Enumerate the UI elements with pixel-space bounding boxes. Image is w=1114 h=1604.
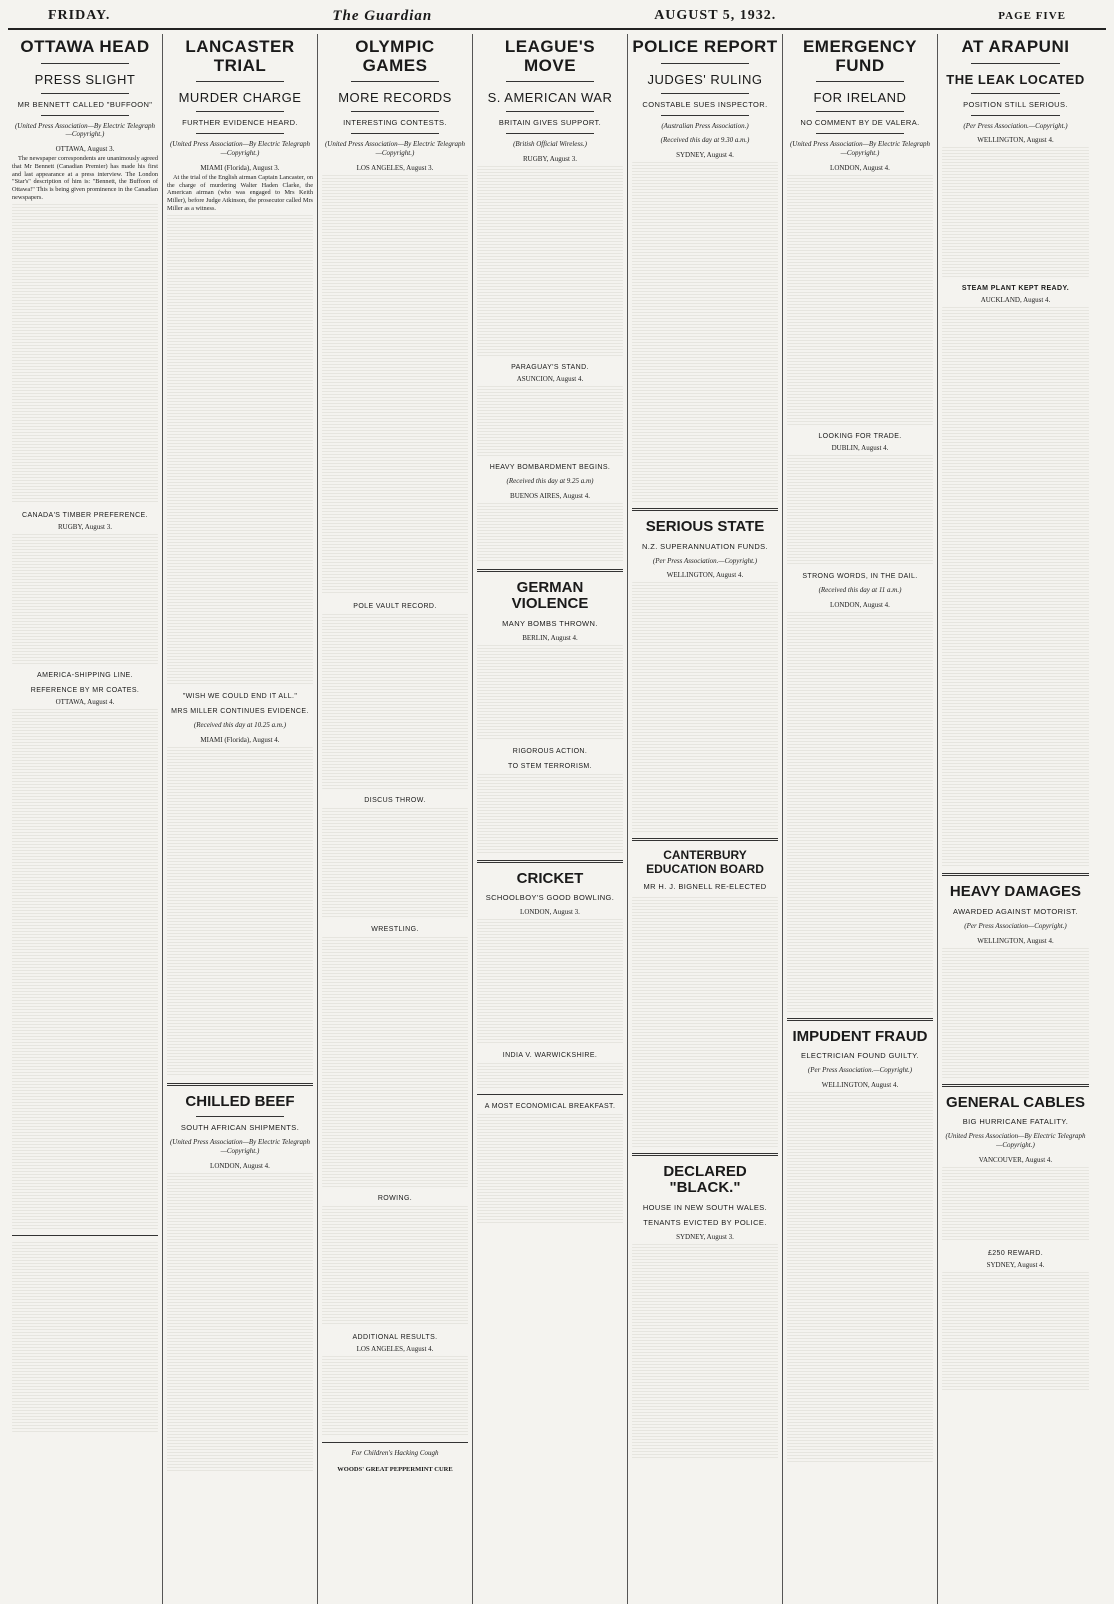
article-text-block (167, 215, 313, 685)
divider (196, 1116, 284, 1117)
divider (41, 93, 129, 94)
divider (971, 63, 1059, 64)
deck: BIG HURRICANE FATALITY. (962, 1117, 1069, 1127)
divider (632, 1153, 778, 1156)
notice-text-block (12, 1242, 158, 1432)
article-text-block (477, 166, 623, 356)
dateline: WELLINGTON, August 4. (666, 571, 744, 580)
block-headline: HEAVY DAMAGES (949, 883, 1082, 901)
divider (506, 81, 594, 82)
article-text-block (322, 175, 468, 595)
deck: CONSTABLE SUES INSPECTOR. (642, 99, 768, 109)
dateline: LONDON, August 3. (520, 908, 580, 917)
divider (351, 111, 439, 112)
divider (506, 133, 594, 134)
article-lead: At the trial of the English airman Captain Lancaster, on the charge of murdering Walter Haden Clarke, the American airman (who was engaged to Mrs Keith Miller), before Judge Atkinson, the prosecutor called Mrs Miller as a witness. (167, 173, 313, 212)
column-police (628, 34, 783, 1604)
section-heading: STEAM PLANT KEPT READY. (961, 285, 1070, 293)
article-text-block (322, 937, 468, 1187)
wire-credit: (United Press Association—By Electric Telegraph—Copyright.) (14, 121, 156, 139)
article-lead: The newspaper correspondents are unanimously agreed that Mr Bennett (Canadian Premier) has made his first and last appearance at a press interview. The London "Star's" description of him is: "Bennett, the Buffoon of Ottawa!" This is being given prominence in the Canadian newspapers. (12, 155, 158, 201)
deck: N.Z. SUPERANNUATION FUNDS. (641, 541, 769, 551)
dateline: OTTAWA, August 3. (55, 145, 115, 154)
deck: HOUSE IN NEW SOUTH WALES. (642, 1202, 768, 1212)
received-note: (Received this day at 9.25 a.m) (506, 477, 594, 486)
column-arapuni (938, 34, 1093, 1604)
masthead-page-number: PAGE FIVE (998, 10, 1066, 22)
article-text-block (787, 175, 933, 425)
section-heading: MRS MILLER CONTINUES EVIDENCE. (171, 708, 309, 716)
divider (477, 860, 623, 863)
article-text-block (477, 1063, 623, 1088)
wire-credit: (Per Press Association.—Copyright.) (652, 556, 758, 565)
dateline: LONDON, August 4. (830, 600, 890, 609)
subheadline: THE LEAK LOCATED (946, 71, 1085, 87)
divider (661, 115, 749, 116)
masthead (8, 6, 1106, 30)
wire-credit: (Per Press Association.—Copyright.) (807, 1066, 913, 1075)
section-heading: ROWING. (377, 1194, 413, 1202)
wire-credit: (United Press Association—By Electric Telegraph—Copyright.) (324, 140, 466, 158)
headline: LANCASTER TRIAL (185, 37, 295, 75)
dateline: SYDNEY, August 4. (986, 1260, 1045, 1269)
dateline: ASUNCION, August 4. (516, 375, 584, 384)
divider (971, 115, 1059, 116)
article-text-block (787, 1092, 933, 1462)
article-text-block (942, 1272, 1089, 1392)
article-text-block (322, 808, 468, 918)
divider (351, 133, 439, 134)
deck: SCHOOLBOY'S GOOD BOWLING. (485, 893, 615, 903)
divider (942, 873, 1089, 876)
article-text-block (12, 709, 158, 1229)
divider (942, 1084, 1089, 1087)
divider (787, 1018, 933, 1021)
section-heading: STRONG WORDS, IN THE DAIL. (802, 572, 918, 580)
divider (816, 81, 904, 82)
dateline: LONDON, August 4. (830, 163, 890, 172)
headline: EMERGENCY FUND (802, 37, 918, 75)
section-heading: POLE VAULT RECORD. (353, 602, 437, 610)
section-heading: INDIA V. WARWICKSHIRE. (502, 1052, 598, 1060)
dateline: AUCKLAND, August 4. (980, 296, 1051, 305)
section-heading: REFERENCE BY MR COATES. (30, 687, 140, 695)
wire-credit: (United Press Association—By Electric Telegraph—Copyright.) (945, 1132, 1086, 1149)
divider (661, 63, 749, 64)
divider (196, 133, 284, 134)
received-note: (Received this day at 11 a.m.) (818, 585, 902, 594)
block-headline: CRICKET (516, 869, 584, 887)
divider (477, 1094, 623, 1095)
headline: LEAGUE'S MOVE (504, 37, 596, 75)
block-headline: CHILLED BEEF (185, 1092, 295, 1110)
deck: FURTHER EVIDENCE HEARD. (182, 118, 298, 128)
subheadline: S. AMERICAN WAR (487, 90, 613, 106)
dateline: DUBLIN, August 4. (831, 443, 889, 452)
block-headline: DECLARED "BLACK." (663, 1162, 747, 1197)
divider (12, 1235, 158, 1236)
subheadline: JUDGES' RULING (647, 71, 763, 87)
divider (632, 508, 778, 511)
section-heading: £250 REWARD. (987, 1249, 1044, 1257)
block-headline: IMPUDENT FRAUD (792, 1027, 928, 1045)
divider (41, 63, 129, 64)
dateline: BERLIN, August 4. (522, 633, 578, 642)
column-ottawa (8, 34, 163, 1604)
section-heading: DISCUS THROW. (364, 796, 426, 804)
divider (196, 81, 284, 82)
dateline: LOS ANGELES, August 4. (356, 1344, 434, 1353)
deck: AWARDED AGAINST MOTORIST. (952, 906, 1079, 916)
column-lancaster (163, 34, 318, 1604)
column-league (473, 34, 628, 1604)
divider (322, 1442, 468, 1443)
section-heading: AMERICA-SHIPPING LINE. (37, 672, 133, 680)
dateline: LONDON, August 4. (210, 1161, 270, 1170)
section-heading: PARAGUAY'S STAND. (511, 364, 589, 372)
subheadline: PRESS SLIGHT (34, 71, 136, 87)
block-headline: SERIOUS STATE (645, 518, 765, 536)
article-text-block (322, 1356, 468, 1436)
article-text-block (12, 534, 158, 664)
wire-credit: (United Press Association—By Electric Telegraph—Copyright.) (789, 140, 931, 158)
masthead-day: FRIDAY. (48, 8, 111, 23)
section-heading: TO STEM TERRORISM. (508, 762, 592, 770)
deck: SOUTH AFRICAN SHIPMENTS. (180, 1123, 300, 1133)
section-heading: RIGOROUS ACTION. (512, 747, 588, 755)
article-text-block (322, 1206, 468, 1326)
headline: OLYMPIC GAMES (355, 37, 435, 75)
divider (477, 569, 623, 572)
advert-text-block (477, 1114, 623, 1224)
article-text-block (477, 645, 623, 740)
subheadline: MURDER CHARGE (178, 90, 302, 106)
wire-credit: (Per Press Association—Copyright.) (964, 921, 1067, 930)
deck: INTERESTING CONTESTS. (343, 118, 447, 128)
section-heading: ADDITIONAL RESULTS. (352, 1333, 438, 1341)
article-text-block (632, 897, 778, 1147)
article-text-block (477, 386, 623, 456)
section-heading: HEAVY BOMBARDMENT BEGINS. (489, 464, 611, 472)
article-text-block (942, 147, 1089, 277)
column-emergency (783, 34, 938, 1604)
masthead-paper-name: The Guardian (332, 7, 433, 24)
divider (816, 133, 904, 134)
deck: MR BENNETT CALLED "BUFFOON" (17, 99, 153, 109)
advert-title: WOODS' GREAT PEPPERMINT CURE (337, 1465, 453, 1473)
dateline: VANCOUVER, August 4. (978, 1155, 1053, 1164)
wire-credit: (United Press Association—By Electric Telegraph—Copyright.) (169, 140, 311, 158)
divider (632, 838, 778, 841)
column-olympic (318, 34, 473, 1604)
block-headline: CANTERBURY EDUCATION BOARD (646, 848, 764, 876)
subheadline: FOR IRELAND (813, 90, 907, 106)
article-text-block (942, 1167, 1089, 1242)
headline: OTTAWA HEAD (20, 37, 150, 56)
divider (661, 93, 749, 94)
deck: BRITAIN GIVES SUPPORT. (498, 118, 602, 128)
dateline: BUENOS AIRES, August 4. (510, 491, 590, 500)
wire-credit: (British Official Wireless.) (513, 140, 587, 149)
article-text-block (167, 1173, 313, 1473)
wire-credit: (Per Press Association.—Copyright.) (963, 121, 1068, 130)
article-text-block (12, 204, 158, 504)
dateline: RUGBY, August 3. (58, 523, 112, 532)
section-heading: "WISH WE COULD END IT ALL." (182, 693, 298, 701)
masthead-date: AUGUST 5, 1932. (654, 8, 777, 23)
dateline: SYDNEY, August 4. (676, 151, 734, 160)
divider (816, 111, 904, 112)
wire-credit: (Australian Press Association.) (661, 121, 749, 130)
divider (971, 93, 1059, 94)
article-text-block (477, 503, 623, 563)
deck: ELECTRICIAN FOUND GUILTY. (800, 1051, 920, 1061)
block-headline: GERMAN VIOLENCE (511, 578, 589, 613)
deck: MR H. J. BIGNELL RE-ELECTED (643, 881, 767, 891)
received-note: (Received this day at 9.30 a.m.) (660, 136, 750, 145)
section-heading: LOOKING FOR TRADE. (818, 432, 902, 440)
article-text-block (632, 1244, 778, 1459)
article-text-block (632, 582, 778, 832)
dateline: OTTAWA, August 4. (55, 698, 115, 707)
dateline: MIAMI (Florida), August 3. (200, 163, 280, 172)
deck: MANY BOMBS THROWN. (502, 618, 598, 628)
article-text-block (167, 747, 313, 1077)
divider (506, 111, 594, 112)
headline: POLICE REPORT (632, 37, 778, 56)
article-text-block (787, 455, 933, 565)
block-headline: GENERAL CABLES (946, 1093, 1085, 1111)
dateline: RUGBY, August 3. (523, 155, 577, 164)
article-text-block (632, 162, 778, 502)
wire-credit: (United Press Association—By Electric Telegraph—Copyright.) (169, 1138, 311, 1156)
section-heading: CANADA'S TIMBER PREFERENCE. (22, 512, 148, 520)
divider (167, 1083, 313, 1086)
article-text-block (477, 774, 623, 854)
received-note: (Received this day at 10.25 a.m.) (193, 721, 287, 730)
divider (41, 115, 129, 116)
article-text-block (942, 948, 1089, 1078)
advert-heading: A MOST ECONOMICAL BREAKFAST. (484, 1103, 616, 1111)
section-heading: WRESTLING. (371, 925, 419, 933)
news-columns (8, 34, 1106, 1604)
divider (351, 81, 439, 82)
article-text-block (942, 307, 1089, 867)
advert-line: For Children's Hacking Cough (351, 1448, 439, 1457)
dateline: WELLINGTON, August 4. (977, 936, 1054, 945)
deck: TENANTS EVICTED BY POLICE. (643, 1217, 767, 1227)
dateline: WELLINGTON, August 4. (977, 136, 1054, 145)
headline: AT ARAPUNI (961, 37, 1070, 56)
divider (196, 111, 284, 112)
dateline: WELLINGTON, August 4. (821, 1080, 899, 1089)
article-text-block (787, 612, 933, 1012)
subheadline: MORE RECORDS (338, 90, 452, 106)
deck: POSITION STILL SERIOUS. (963, 99, 1068, 109)
article-text-block (477, 919, 623, 1044)
deck: NO COMMENT BY DE VALERA. (800, 118, 920, 128)
dateline: LOS ANGELES, August 3. (356, 163, 434, 172)
dateline: MIAMI (Florida), August 4. (200, 735, 280, 744)
dateline: SYDNEY, August 3. (676, 1232, 734, 1241)
article-text-block (322, 614, 468, 789)
